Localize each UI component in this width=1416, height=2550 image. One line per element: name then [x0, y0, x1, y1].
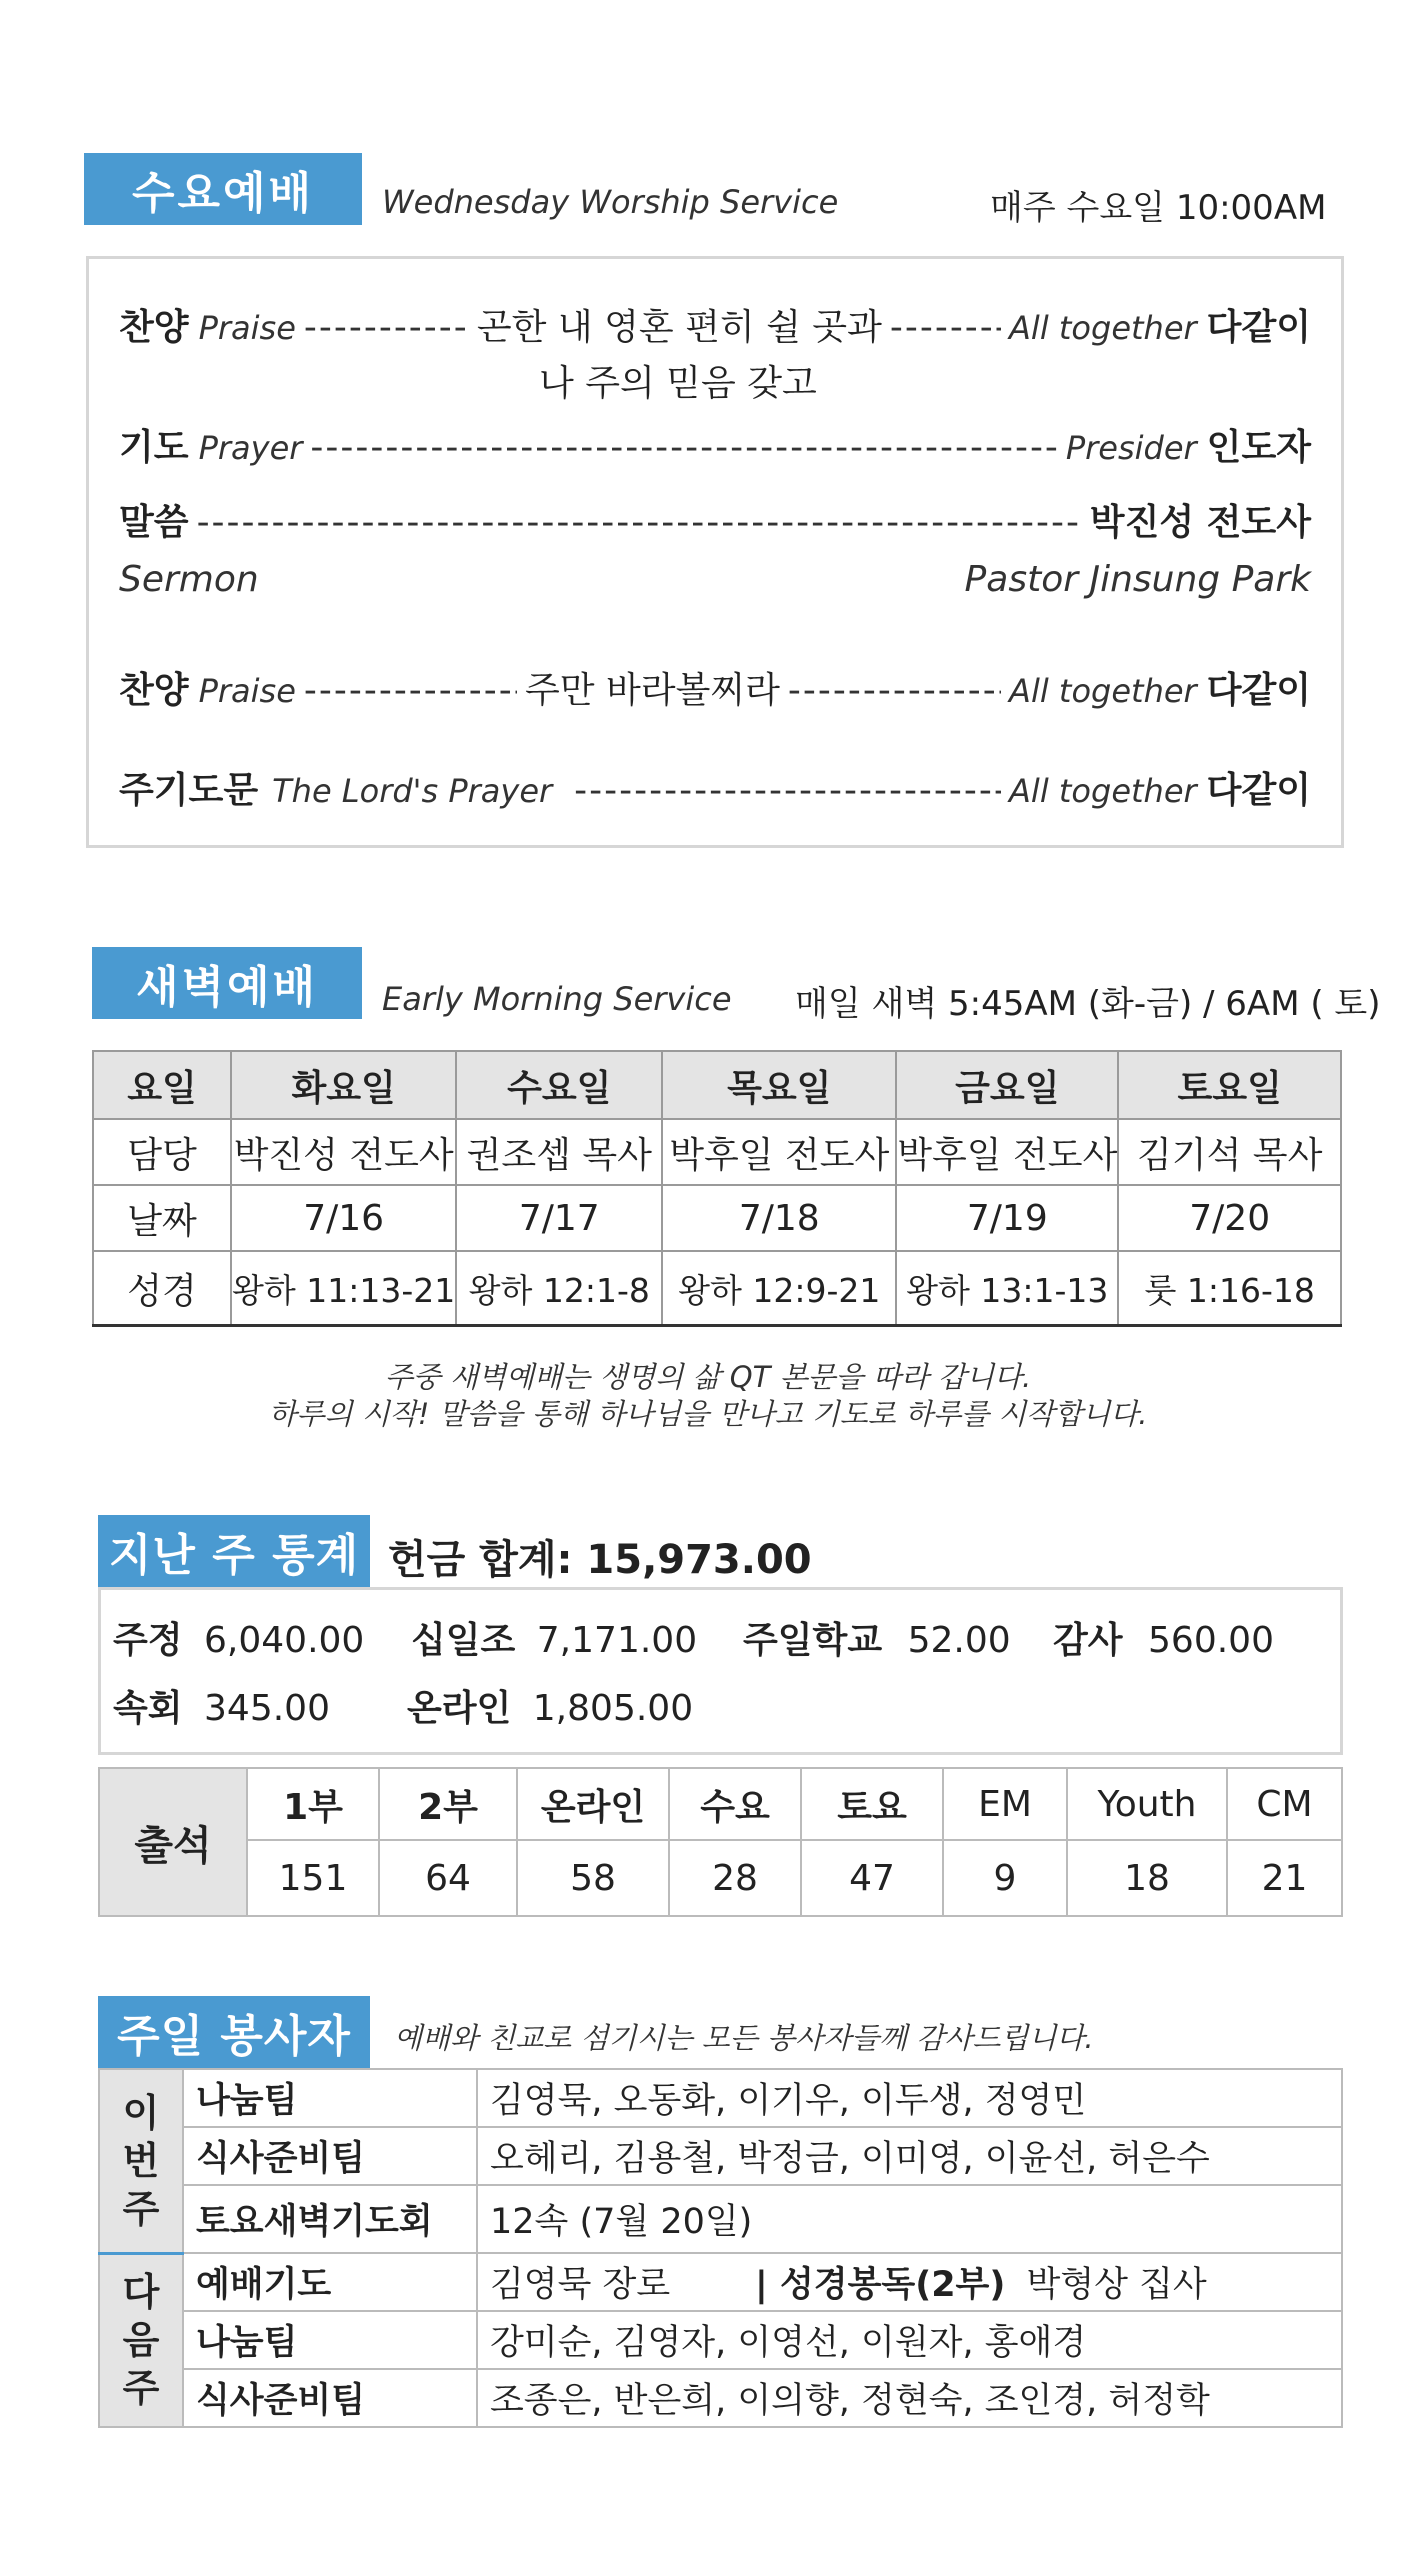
next-week-char: 음: [122, 2318, 160, 2363]
morning-header: 화요일: [231, 1051, 456, 1119]
offering-value: 560.00: [1148, 1620, 1274, 1661]
volunteer-role: 토요새벽기도회: [183, 2185, 477, 2253]
morning-header: 수요일: [456, 1051, 662, 1119]
volunteers-subtitle: 예배와 친교로 섬기시는 모든 봉사자들께 감사드립니다.: [394, 2021, 1094, 2055]
sermon-preacher-en: Pastor Jinsung Park: [964, 559, 1311, 600]
praise2-label: 찬양: [119, 670, 189, 711]
praise-who-ko: 다같이: [1206, 307, 1311, 348]
this-week-char: 이: [122, 2090, 160, 2135]
praise-hymn-title-2: 나 주의 믿음 갖고: [539, 363, 817, 404]
volunteer-names: 강미순, 김영자, 이영선, 이원자, 홍애경: [477, 2311, 1342, 2369]
table-row: [99, 2253, 1342, 2311]
sermon-label: 말씀: [119, 502, 189, 543]
offering-total: 헌금 합계: 15,973.00: [388, 1537, 812, 1583]
next-week-char: 주: [122, 2366, 160, 2411]
morning-cell: 왕하 12:9-21: [662, 1251, 896, 1326]
attendance-value: 151: [247, 1840, 379, 1916]
praise-label-en: Praise: [198, 309, 296, 347]
attendance-header: CM: [1227, 1768, 1342, 1840]
sermon-label-en: Sermon: [119, 559, 259, 600]
attendance-value: 58: [517, 1840, 669, 1916]
morning-cell: 7/20: [1118, 1185, 1341, 1251]
table-row: [99, 2311, 1342, 2369]
morning-note-1: 주중 새벽예배는 생명의 삶 QT 본문을 따라 갑니다.: [384, 1360, 1032, 1394]
morning-cell: 7/19: [896, 1185, 1118, 1251]
morning-cell: 담당: [93, 1119, 231, 1185]
table-row: [99, 2127, 1342, 2185]
prayer-label-en: Prayer: [198, 429, 303, 467]
offering-label: 십일조: [411, 1620, 516, 1661]
attendance-value: 28: [669, 1840, 801, 1916]
praise-who-en: All together: [1009, 309, 1197, 347]
attendance-value: 18: [1067, 1840, 1227, 1916]
offering-label: 주일학교: [743, 1620, 883, 1661]
offering-label: 온라인: [407, 1688, 512, 1729]
attendance-label: 출석: [99, 1768, 247, 1916]
morning-cell: 박후일 전도사: [896, 1119, 1118, 1185]
attendance-header: 수요: [669, 1768, 801, 1840]
morning-cell: 권조셉 목사: [456, 1119, 662, 1185]
volunteer-names: [477, 2253, 1342, 2311]
volunteer-role: 식사준비팀: [183, 2127, 477, 2185]
volunteer-names: 12속 (7월 20일): [477, 2185, 1342, 2253]
offering-value: 1,805.00: [532, 1688, 694, 1729]
offering-box: [98, 1587, 1343, 1755]
morning-cell: 왕하 12:1-8: [456, 1251, 662, 1326]
attendance-header: 1부: [247, 1768, 379, 1840]
offering-label: 감사: [1053, 1620, 1123, 1661]
morning-cell: 날짜: [93, 1185, 231, 1251]
volunteer-role: 식사준비팀: [183, 2369, 477, 2427]
morning-cell: 7/17: [456, 1185, 662, 1251]
praise2-who-ko: 다같이: [1206, 670, 1312, 711]
wednesday-time: 매주 수요일 10:00AM: [990, 188, 1327, 228]
table-row: [99, 2369, 1342, 2427]
offering-value: 52.00: [907, 1620, 1011, 1661]
volunteer-names: 김영묵, 오동화, 이기우, 이두생, 정영민: [477, 2069, 1342, 2127]
prayer-row: [119, 419, 1311, 470]
praise2-hymn-title: 주만 바라볼찌라: [525, 670, 780, 711]
volunteer-role: 나눔팀: [183, 2311, 477, 2369]
praise2-who-en: All together: [1009, 672, 1197, 710]
this-week-label: [99, 2069, 183, 2253]
scripture-reading-label: | 성경봉독(2부): [755, 2265, 1006, 2305]
table-row: [99, 2069, 1342, 2127]
sermon-row: [119, 494, 1311, 545]
morning-subtitle: Early Morning Service: [382, 980, 732, 1018]
morning-cell: 왕하 11:13-21: [231, 1251, 456, 1326]
morning-cell: 박후일 전도사: [662, 1119, 896, 1185]
lords-prayer-label: 주기도문: [119, 770, 259, 811]
worship-prayer-name: 김영묵 장로: [490, 2265, 671, 2305]
morning-cell: 7/18: [662, 1185, 896, 1251]
morning-cell: 룻 1:16-18: [1118, 1251, 1341, 1326]
next-week-label: [99, 2253, 183, 2427]
morning-cell: 성경: [93, 1251, 231, 1326]
sermon-preacher: 박진성 전도사: [1089, 502, 1311, 543]
praise-row-2: [119, 662, 1311, 713]
attendance-header: EM: [943, 1768, 1067, 1840]
lords-prayer-label-en: The Lord's Prayer: [272, 772, 553, 810]
morning-cell: 박진성 전도사: [231, 1119, 456, 1185]
morning-header: 요일: [93, 1051, 231, 1119]
wednesday-badge: 수요예배: [84, 153, 362, 225]
volunteer-role: 예배기도: [183, 2253, 477, 2311]
wednesday-order-box: [86, 256, 1344, 848]
morning-header: 목요일: [662, 1051, 896, 1119]
lords-prayer-who-en: All together: [1009, 772, 1197, 810]
table-row: [93, 1185, 1341, 1251]
lords-prayer-who-ko: 다같이: [1206, 770, 1311, 811]
praise2-label-en: Praise: [198, 672, 296, 710]
stats-badge: 지난 주 통계: [98, 1515, 370, 1587]
offering-value: 6,040.00: [204, 1620, 365, 1661]
lords-prayer-row: [119, 762, 1311, 813]
attendance-table: [98, 1767, 1343, 1917]
attendance-header: 온라인: [517, 1768, 669, 1840]
volunteers-badge: 주일 봉사자: [98, 1996, 370, 2068]
next-week-char: 다: [122, 2270, 160, 2315]
offering-label: 주정: [113, 1620, 183, 1661]
morning-cell: 7/16: [231, 1185, 456, 1251]
attendance-value: 64: [379, 1840, 517, 1916]
offering-value: 7,171.00: [536, 1620, 698, 1661]
morning-note-2: 하루의 시작! 말씀을 통해 하나님을 만나고 기도로 하루를 시작합니다.: [268, 1397, 1148, 1431]
volunteers-table: [98, 2068, 1343, 2428]
attendance-header: 토요: [801, 1768, 943, 1840]
prayer-who-ko: 인도자: [1206, 427, 1311, 468]
table-row: [93, 1119, 1341, 1185]
wednesday-subtitle: Wednesday Worship Service: [382, 183, 839, 221]
volunteer-role: 나눔팀: [183, 2069, 477, 2127]
morning-time: 매일 새벽 5:45AM (화-금) / 6AM ( 토): [795, 984, 1381, 1024]
table-row: [99, 2185, 1342, 2253]
morning-schedule-table: [92, 1050, 1342, 1327]
offering-value: 345.00: [204, 1688, 330, 1729]
praise-label: 찬양: [119, 307, 189, 348]
morning-header: 토요일: [1118, 1051, 1341, 1119]
volunteer-names: 조종은, 반은희, 이의향, 정현숙, 조인경, 허정학: [477, 2369, 1342, 2427]
morning-header: 금요일: [896, 1051, 1118, 1119]
morning-cell: 김기석 목사: [1118, 1119, 1341, 1185]
praise-hymn-title: 곤한 내 영혼 편히 쉴 곳과: [476, 307, 882, 348]
table-row: [93, 1251, 1341, 1326]
praise-row-1: [119, 299, 1311, 350]
offering-label: 속회: [113, 1688, 183, 1729]
prayer-who-en: Presider: [1065, 429, 1197, 467]
attendance-value: 21: [1227, 1840, 1342, 1916]
attendance-header: 2부: [379, 1768, 517, 1840]
sermon-en-row: [119, 559, 1311, 600]
this-week-char: 주: [122, 2186, 160, 2231]
table-row: [99, 1840, 1342, 1916]
morning-badge: 새벽예배: [92, 947, 362, 1019]
attendance-header: Youth: [1067, 1768, 1227, 1840]
scripture-reading-name: 박형상 집사: [1026, 2265, 1207, 2305]
prayer-label: 기도: [119, 427, 189, 468]
attendance-value: 9: [943, 1840, 1067, 1916]
this-week-char: 번: [122, 2138, 160, 2183]
volunteer-names: 오헤리, 김용철, 박정금, 이미영, 이윤선, 허은수: [477, 2127, 1342, 2185]
morning-cell: 왕하 13:1-13: [896, 1251, 1118, 1326]
attendance-value: 47: [801, 1840, 943, 1916]
